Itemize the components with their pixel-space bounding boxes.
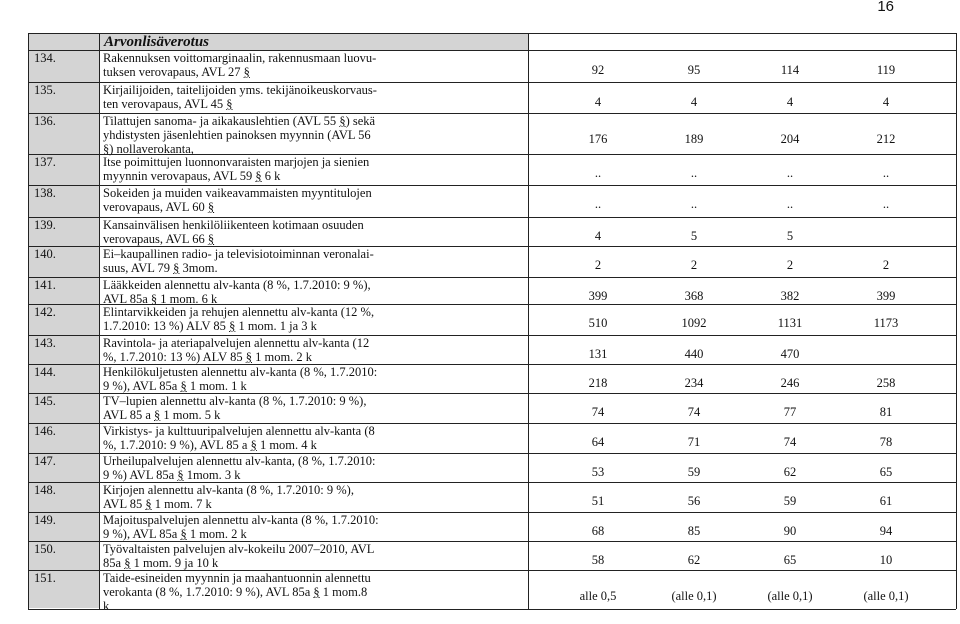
row-values <box>550 589 934 604</box>
value-cell: 61 <box>879 494 893 508</box>
value-cell: 77 <box>783 405 797 419</box>
row-label: Tilattujen sanoma- ja aikakauslehtien (AVL 55 §) sekä yhdistysten jäsenlehtien painoksen myynnin (AVL 56 §) nollaverokanta, <box>103 114 376 156</box>
row-divider <box>28 33 956 34</box>
value-cell: 246 <box>780 376 800 390</box>
row-number: 148. <box>34 483 56 497</box>
value-cell: .. <box>786 166 794 180</box>
row-values <box>550 347 838 362</box>
row-divider <box>28 570 956 571</box>
value-cell: (alle 0,1) <box>767 589 813 603</box>
row-number: 150. <box>34 542 56 556</box>
value-cell: 399 <box>876 289 896 303</box>
row-number: 142. <box>34 305 56 319</box>
row-label: Henkilökuljetusten alennettu alv-kanta (8 %, 1.7.2010: 9 %), AVL 85a § 1 mom. 1 k <box>103 365 378 393</box>
row-divider <box>28 393 956 394</box>
section-title: Arvonlisäverotus <box>104 34 210 50</box>
value-cell: 4 <box>786 95 794 109</box>
value-cell: 65 <box>783 553 797 567</box>
row-number: 149. <box>34 513 56 527</box>
row-divider <box>28 609 956 610</box>
value-cell: alle 0,5 <box>579 589 617 603</box>
value-cell: (alle 0,1) <box>671 589 717 603</box>
row-label: Kirjailijoiden, taitelijoiden yms. tekijänoikeuskorvaus- ten verovapaus, AVL 45 § <box>103 83 377 111</box>
value-cell: 56 <box>687 494 701 508</box>
value-cell: 90 <box>783 524 797 538</box>
value-cell: 64 <box>591 435 605 449</box>
row-number: 147. <box>34 454 56 468</box>
row-divider <box>28 482 956 483</box>
value-cell: 470 <box>780 347 800 361</box>
row-label: TV–lupien alennettu alv-kanta (8 %, 1.7.2010: 9 %), AVL 85 a § 1 mom. 5 k <box>103 394 367 422</box>
value-cell: .. <box>594 166 602 180</box>
value-cell: 1131 <box>777 316 803 330</box>
value-cell: 58 <box>591 553 605 567</box>
row-number: 143. <box>34 336 56 350</box>
value-cell: 94 <box>879 524 893 538</box>
row-values <box>550 524 934 539</box>
row-divider <box>28 113 956 114</box>
value-cell: 62 <box>783 465 797 479</box>
value-cell: .. <box>594 197 602 211</box>
value-cell: .. <box>786 197 794 211</box>
value-cell: 131 <box>588 347 608 361</box>
row-divider <box>28 277 956 278</box>
value-cell: 234 <box>684 376 704 390</box>
row-values <box>550 465 934 480</box>
value-cell: .. <box>882 197 890 211</box>
row-divider <box>28 185 956 186</box>
row-number: 136. <box>34 114 56 128</box>
row-values <box>550 95 934 110</box>
row-values <box>550 405 934 420</box>
row-values <box>550 63 934 78</box>
value-cell: .. <box>882 166 890 180</box>
value-cell: 71 <box>687 435 701 449</box>
value-cell: 204 <box>780 132 800 146</box>
column-divider <box>528 33 529 609</box>
column-divider <box>956 33 957 609</box>
row-values <box>550 166 934 181</box>
value-cell: 114 <box>780 63 800 77</box>
row-label: Urheilupalvelujen alennettu alv-kanta, (8 %, 1.7.2010: 9 %) AVL 85a § 1mom. 3 k <box>103 454 376 482</box>
value-cell: 65 <box>879 465 893 479</box>
value-cell: 59 <box>783 494 797 508</box>
row-divider <box>28 512 956 513</box>
value-cell: 10 <box>879 553 893 567</box>
value-cell: 78 <box>879 435 893 449</box>
value-cell: 368 <box>684 289 704 303</box>
row-label: Elintarvikkeiden ja rehujen alennettu alv-kanta (12 %, 1.7.2010: 13 %) ALV 85 § 1 mom. 1 ja 3 k <box>103 305 375 333</box>
row-number: 135. <box>34 83 56 97</box>
value-cell: 85 <box>687 524 701 538</box>
row-label: Kirjojen alennettu alv-kanta (8 %, 1.7.2010: 9 %), AVL 85 § 1 mom. 7 k <box>103 483 354 511</box>
value-cell: 218 <box>588 376 608 390</box>
value-cell: 62 <box>687 553 701 567</box>
row-values <box>550 494 934 509</box>
row-divider <box>28 82 956 83</box>
value-cell: 119 <box>876 63 896 77</box>
row-divider <box>28 154 956 155</box>
value-cell: 81 <box>879 405 893 419</box>
row-label: Työvaltaisten palvelujen alv-kokeilu 2007–2010, AVL 85a § 1 mom. 9 ja 10 k <box>103 542 375 570</box>
value-cell: 4 <box>594 95 602 109</box>
row-values <box>550 132 934 147</box>
row-divider <box>28 335 956 336</box>
row-values <box>550 229 838 244</box>
value-cell: 5 <box>786 229 794 243</box>
row-values <box>550 376 934 391</box>
row-label: Ei–kaupallinen radio- ja televisiotoiminnan veronalai- suus, AVL 79 § 3mom. <box>103 247 374 275</box>
value-cell: 440 <box>684 347 704 361</box>
row-label: Taide-esineiden myynnin ja maahantuonnin alennettu verokanta (8 %, 1.7.2010: 9 %), AVL 85a § 1 mom.8 k <box>103 571 371 613</box>
row-label: Ravintola- ja ateriapalvelujen alennettu alv-kanta (12 %, 1.7.2010: 13 %) ALV 85 § 1 mom. 2 k <box>103 336 370 364</box>
value-cell: 51 <box>591 494 605 508</box>
row-divider <box>28 453 956 454</box>
value-cell: 1173 <box>873 316 899 330</box>
row-number: 139. <box>34 218 56 232</box>
value-cell: 74 <box>591 405 605 419</box>
row-label: Majoituspalvelujen alennettu alv-kanta (8 %, 1.7.2010: 9 %), AVL 85a § 1 mom. 2 k <box>103 513 379 541</box>
row-divider <box>28 304 956 305</box>
row-values <box>550 435 934 450</box>
row-label: Sokeiden ja muiden vaikeavammaisten myyntitulojen verovapaus, AVL 60 § <box>103 186 372 214</box>
value-cell: 4 <box>690 95 698 109</box>
row-number: 145. <box>34 394 56 408</box>
value-cell: 2 <box>594 258 602 272</box>
row-number: 140. <box>34 247 56 261</box>
page-number: 16 <box>877 0 894 15</box>
row-divider <box>28 246 956 247</box>
value-cell: 212 <box>876 132 896 146</box>
row-number: 137. <box>34 155 56 169</box>
row-label: Virkistys- ja kulttuuripalvelujen alennettu alv-kanta (8 %, 1.7.2010: 9 %), AVL 85 a § 1 mom. 4 k <box>103 424 375 452</box>
row-label: Itse poimittujen luonnonvaraisten marjojen ja sienien myynnin verovapaus, AVL 59 § 6 k <box>103 155 370 183</box>
row-values <box>550 316 934 331</box>
value-cell: 59 <box>687 465 701 479</box>
value-cell: 92 <box>591 63 605 77</box>
row-values <box>550 197 934 212</box>
value-cell: 1092 <box>681 316 707 330</box>
value-cell: 382 <box>780 289 800 303</box>
row-number: 141. <box>34 278 56 292</box>
row-label: Rakennuksen voittomarginaalin, rakennusmaan luovu- tuksen verovapaus, AVL 27 § <box>103 51 377 79</box>
row-label: Lääkkeiden alennettu alv-kanta (8 %, 1.7.2010: 9 %), AVL 85a § 1 mom. 6 k <box>103 278 371 306</box>
value-cell: 2 <box>786 258 794 272</box>
value-cell: 176 <box>588 132 608 146</box>
value-cell: 399 <box>588 289 608 303</box>
tax-expenditure-table <box>28 33 956 613</box>
value-cell: 68 <box>591 524 605 538</box>
value-cell: 74 <box>687 405 701 419</box>
row-number: 138. <box>34 186 56 200</box>
value-cell: 2 <box>882 258 890 272</box>
row-divider <box>28 217 956 218</box>
row-divider <box>28 364 956 365</box>
row-divider <box>28 50 956 51</box>
value-cell: 4 <box>882 95 890 109</box>
value-cell: .. <box>690 166 698 180</box>
value-cell: 510 <box>588 316 608 330</box>
value-cell: 258 <box>876 376 896 390</box>
value-cell: 4 <box>594 229 602 243</box>
row-divider <box>28 423 956 424</box>
value-cell: 5 <box>690 229 698 243</box>
row-label: Kansainvälisen henkilöliikenteen kotimaan osuuden verovapaus, AVL 66 § <box>103 218 364 246</box>
value-cell: 2 <box>690 258 698 272</box>
row-values <box>550 258 934 273</box>
row-values <box>550 289 934 304</box>
value-cell: 95 <box>687 63 701 77</box>
value-cell: 74 <box>783 435 797 449</box>
row-number: 146. <box>34 424 56 438</box>
value-cell: 53 <box>591 465 605 479</box>
value-cell: 189 <box>684 132 704 146</box>
row-number: 144. <box>34 365 56 379</box>
column-divider <box>28 33 29 609</box>
column-divider <box>99 33 100 609</box>
row-number: 134. <box>34 51 56 65</box>
row-divider <box>28 541 956 542</box>
value-cell: (alle 0,1) <box>863 589 909 603</box>
row-values <box>550 553 934 568</box>
value-cell: .. <box>690 197 698 211</box>
row-number: 151. <box>34 571 56 585</box>
